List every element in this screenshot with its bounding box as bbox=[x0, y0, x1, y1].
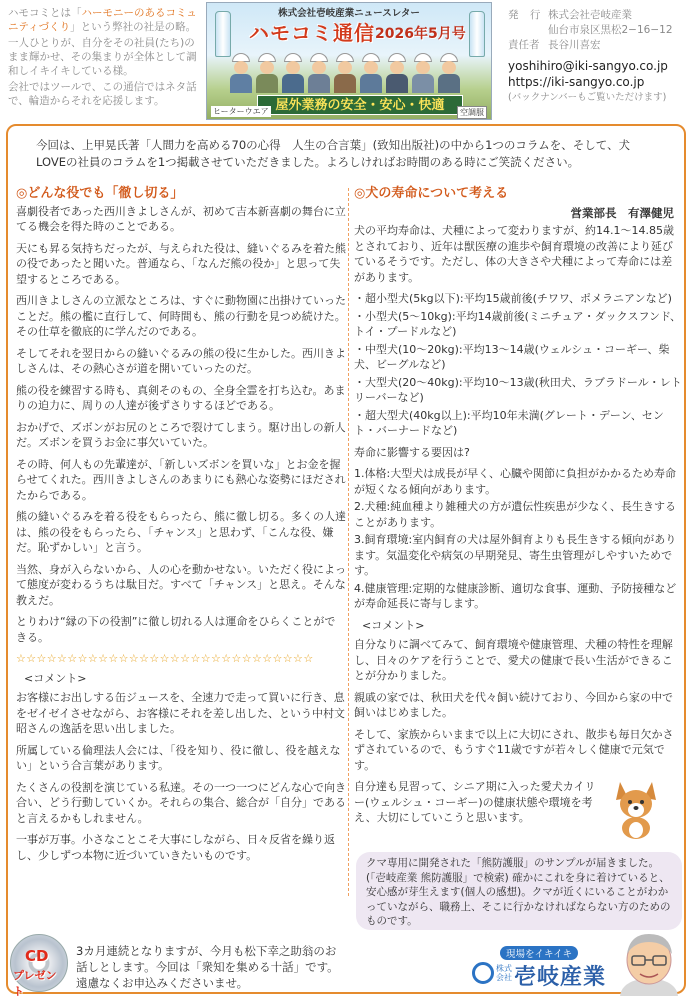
company-logo bbox=[470, 944, 622, 994]
logo-tag: 現場をイキイキ bbox=[500, 946, 578, 960]
issuer-key: 発 行 bbox=[508, 9, 545, 21]
paragraph: とりわけ“縁の下の役割”に徹し切れる人は運命をひらくことができる。 bbox=[16, 615, 336, 644]
list-item: 4.健康管理:定期的な健康診断、適切な食事、運動、予防接種などが寿命延長に寄与します。 bbox=[354, 581, 677, 610]
list-item: ・大型犬(20〜40kg):平均10〜13歳(秋田犬、ラブラドール・レトリーバーなど) bbox=[354, 375, 682, 404]
banner-issue: 2026年5月号 bbox=[375, 26, 466, 42]
paragraph: 熊の役を練習する時も、真剣そのもの、全身全霊を打ち込む。あまりの迫力に、周りの人達が後ずさりするほどである。 bbox=[16, 383, 346, 412]
workers-illustration bbox=[229, 47, 469, 93]
logo-kaisha: 株式会社 bbox=[496, 964, 512, 982]
right-column bbox=[354, 186, 682, 832]
publisher-info bbox=[508, 8, 688, 105]
header-intro-line-1 bbox=[8, 6, 202, 34]
comment-paragraph: 自分なりに調べてみて、飼育環境や健康管理、犬種の特性を理解し、日々のケアを行うことで、愛犬の健康で長い生活ができることが分かりました。 bbox=[354, 638, 673, 682]
bottle-icon bbox=[469, 11, 485, 57]
size-list bbox=[354, 291, 682, 439]
intro-suffix: 」という弊社の社是の略。 bbox=[70, 21, 197, 33]
list-item: ・超大型犬(40kg以上):平均10年未満(グレート・デーン、セント・バーナードなど) bbox=[354, 408, 664, 437]
news-box: クマ専用に開発された「熊防護服」のサンプルが届きました。(「壱岐産業 熊防護服」で検索) 確かにこれを身に着けていると、安心感が芽生えます(個人の感想)。クマが近くにいることがわかっていながら、職務上、そこに行かなければならない方のためのものです。 bbox=[356, 852, 682, 930]
author: 営業部長 有澤健児 bbox=[570, 205, 674, 220]
left-column bbox=[16, 186, 346, 869]
title-text: どんな役でも「徹し切る」 bbox=[27, 186, 184, 201]
comment-paragraph: 所属している倫理法人会には、「役を知り、役に徹し、役を越えない」という合言葉があります。 bbox=[16, 743, 341, 772]
list-item: 2.犬種:純血種より雑種犬の方が遺伝性疾患が少なく、長生きすることがあります。 bbox=[354, 500, 676, 529]
intro-highlight: ハーモニーのあるコミュニティづくり bbox=[8, 7, 197, 33]
person-face-icon bbox=[612, 930, 686, 996]
cd-present-text: 3カ月連続となりますが、今月も松下幸之助翁のお話しとします。今回は「衆知を集める十話」です。遠慮なくお申込みくださいませ。 bbox=[76, 944, 339, 990]
newsletter-banner bbox=[206, 2, 492, 120]
comment-paragraph: そして、家族からいままで以上に大切にされ、散歩も毎日欠かさずされているので、もうすぐ11歳ですが若々しく健康で元気です。 bbox=[354, 727, 674, 772]
banner-right-tag: 空調服 bbox=[457, 106, 487, 119]
comment-paragraph: お客様にお出しする缶ジュースを、全速力で走って買いに行き、息をゼイゼイさせながら、お客様にそれを差し出した、という中村文昭さんの逸話を思い出しました。 bbox=[16, 691, 346, 735]
cd-badge-top: CD bbox=[25, 947, 49, 965]
paragraph: 犬の平均寿命は、犬種によって変わりますが、約14.1〜14.85歳とされており、近年は獣医療の進歩や飼育環境の改善により延びているそうです。ただし、体の大きさや犬種によって寿命には差があります。 bbox=[354, 224, 674, 284]
factors-title: 寿命に影響する要因は? bbox=[354, 445, 470, 459]
star-divider: ☆☆☆☆☆☆☆☆☆☆☆☆☆☆☆☆☆☆☆☆☆☆☆☆☆☆☆☆☆ bbox=[16, 652, 314, 665]
website-link[interactable]: https://iki-sangyo.co.jp bbox=[508, 75, 645, 89]
list-item: ・小型犬(5〜10kg):平均14歳前後(ミニチュア・ダックスフンド、トイ・プードルなど) bbox=[354, 309, 682, 338]
comment-label: <コメント> bbox=[362, 618, 425, 632]
paragraph: 西川きよしさんの立派なところは、すぐに動物園に出掛けていったことだ。熊の檻に直行して、何時間も、熊の行動を見つめ続けた。その仕草を徹底的に学んだのである。 bbox=[16, 294, 346, 338]
banner-publisher: 株式会社壱岐産業ニュースレター bbox=[278, 8, 420, 19]
left-column-title bbox=[16, 186, 346, 202]
issuer-value: 株式会社壱岐産業 bbox=[548, 9, 632, 21]
comment-paragraph: 親戚の家では、秋田犬を代々飼い続けており、今回から家の中で飼いはじめました。 bbox=[354, 690, 673, 719]
header-intro-line-2: 一人ひとりが、自分をその社員(たち)のまま輝かせ、その集まりが全体として調和しイキイキしている様。 bbox=[8, 37, 197, 77]
factor-list bbox=[354, 466, 682, 612]
paragraph: 喜劇役者であった西川きよしさんが、初めて吉本新喜劇の舞台に立てる機会を得た時のことである。 bbox=[16, 204, 346, 233]
title-mark: ◎ bbox=[354, 186, 366, 201]
title-text: 犬の寿命について考える bbox=[365, 186, 509, 201]
column-divider bbox=[348, 188, 349, 896]
editor-value: 長谷川喜宏 bbox=[548, 39, 601, 51]
banner-left-tag: ヒーターウエア bbox=[213, 107, 269, 116]
intro-text: 今回は、上甲晃氏著「人間力を高める70の心得 人生の合言葉」(致知出版社)の中から1つのコラムを、そして、犬LOVEの社員のコラムを1つ掲載させていただきました。よろしければお時間のある時にご笑読ください。 bbox=[36, 138, 631, 169]
cd-icon bbox=[10, 934, 68, 998]
paragraph: 当然、身が入らないから、人の心を動かせない。いただく役によって態度が変わるうちは駄目だ。すべて「チャンス」と思え。そんな教えだ。 bbox=[16, 562, 346, 607]
address: 仙台市泉区黒松2−16−12 bbox=[548, 24, 673, 36]
paragraph: そしてそれを翌日からの縫いぐるみの熊の役に生かした。西川きよしさんは、その熱心さが道を開いていったのだ。 bbox=[16, 346, 346, 375]
dog-icon bbox=[608, 778, 664, 840]
comment-label: <コメント> bbox=[24, 671, 87, 685]
logo-name: 壱岐産業 bbox=[514, 965, 607, 990]
comment-paragraph: たくさんの役割を演じている私達。その一つ一つにどんな心で向き合い、どう行動していくか。それらの集合、総合が「自分」であると言えるかもしれません。 bbox=[16, 780, 346, 825]
paragraph: その時、何人もの先輩達が、「新しいズボンを買いな」とお金を握らせてくれた。西川きよしさんのあまりにも熱心な姿勢にほだされたからである。 bbox=[16, 457, 346, 502]
cd-badge-bottom: プレゼント bbox=[13, 969, 57, 998]
company-emblem-icon bbox=[472, 962, 494, 984]
comment-paragraph: 自分達も見習って、シニア期に入った愛犬カイリー(ウェルシュ・コーギー)の健康状態や環境を考え、大切にしていこうと思います。 bbox=[354, 780, 596, 824]
list-item: 3.飼育環境:室内飼育の犬は屋外飼育よりも長生きする傾向があります。気温変化や病気の早期発見、寄生虫管理がしやすいためです。 bbox=[354, 533, 677, 577]
intro-prefix: ハモコミとは「 bbox=[8, 7, 82, 19]
title-mark: ◎ bbox=[16, 186, 28, 201]
comment-paragraph: 一事が万事。小さなことこそ大事にしながら、日々反省を繰り返し、少しずつ本物に近づいていきたいものです。 bbox=[16, 833, 335, 862]
header-intro bbox=[8, 6, 202, 110]
backnumber-note: (バックナンバーもご覧いただけます) bbox=[508, 92, 667, 103]
banner-title: ハモコミ通信 bbox=[249, 21, 375, 45]
paragraph: おかげで、ズボンがお尻のところで裂けてしまう。駆け出しの新人だ。ズボンを買うお金に事欠いていた。 bbox=[16, 420, 346, 449]
paragraph: 天にも昇る気持ちだったが、与えられた役は、縫いぐるみを着た熊の役であったと聞いた。普通なら、「なんだ熊の役か」と思って失望するところである。 bbox=[16, 241, 346, 286]
paragraph: 熊の縫いぐるみを着る役をもらったら、熊に徹し切る。多くの人達は、熊の役をもらったら、「チャンス」と思わず、「こんな役、嫌だ。恥ずかしい」と言う。 bbox=[16, 510, 346, 554]
list-item: ・中型犬(10〜20kg):平均13〜14歳(ウェルシュ・コーギー、柴犬、ビーグルなど) bbox=[354, 342, 670, 371]
banner-subtitle: 屋外業務の安全・安心・快適 bbox=[257, 95, 463, 115]
list-item: 1.体格:大型犬は成長が早く、心臓や関節に負担がかかるため寿命が短くなる傾向があります。 bbox=[354, 467, 676, 496]
list-item: ・超小型犬(5kg以下):平均15歳前後(チワワ、ポメラニアンなど) bbox=[354, 292, 672, 305]
header-intro-line-3: 会社ではツールで、この通信ではネタ話で、輪造からそれを応援します。 bbox=[8, 81, 197, 107]
right-column-title bbox=[354, 186, 682, 202]
editor-key: 責任者 bbox=[508, 39, 540, 51]
email-link[interactable]: yoshihiro@iki-sangyo.co.jp bbox=[508, 59, 668, 73]
